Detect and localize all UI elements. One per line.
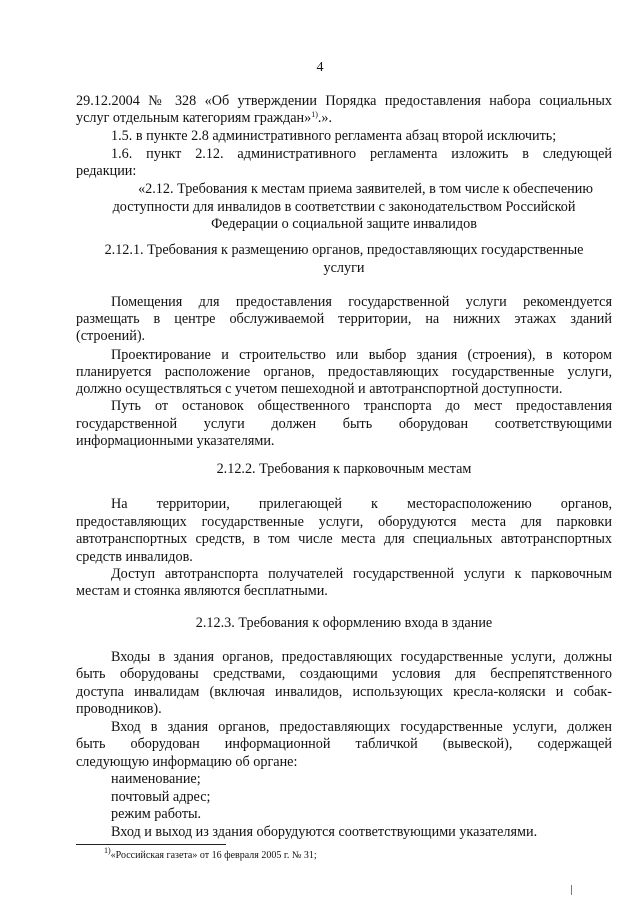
section-heading: 2.12.2. Требования к парковочным местам bbox=[216, 461, 472, 477]
footnote bbox=[104, 846, 317, 862]
section-heading: 2.12.3. Требования к оформлению входа в здание bbox=[195, 615, 493, 631]
text-line: Доступ автотранспорта получателей государственной услуги к парковочным bbox=[111, 566, 612, 582]
list-item: наименование; bbox=[111, 771, 201, 787]
text-line: предоставляющих государственные услуги, оборудуются места для парковки bbox=[76, 514, 612, 530]
text-line: информационными указателями. bbox=[76, 433, 275, 449]
text-span: .». bbox=[317, 110, 333, 126]
text-line: местам и стоянка являются бесплатными. bbox=[76, 583, 328, 599]
text-line: автотранспортных средств, в том числе места для специальных автотранспортных bbox=[76, 531, 612, 547]
text-line: государственной услуги должен быть оборудован соответствующими bbox=[76, 416, 612, 432]
text-line: Федерации о социальной защите инвалидов bbox=[211, 216, 477, 232]
scan-mark bbox=[571, 885, 572, 895]
text-line: 29.12.2004 № 328 «Об утверждении Порядка предоставления набора социальных bbox=[76, 93, 612, 109]
text-line: следующую информацию об органе: bbox=[76, 754, 298, 770]
text-line: быть оборудован информационной табличкой (вывеской), содержащей bbox=[76, 736, 612, 752]
list-item: режим работы. bbox=[111, 806, 202, 822]
text-line: (строений). bbox=[76, 328, 146, 344]
text-line: 1.5. в пункте 2.8 административного регламента абзац второй исключить; bbox=[111, 128, 557, 144]
text-line: На территории, прилегающей к месторасположению органов, bbox=[111, 496, 612, 512]
list-item: почтовый адрес; bbox=[111, 789, 211, 805]
text-line: размещать в центре обслуживаемой территории, на нижних этажах зданий bbox=[76, 311, 612, 327]
footnote-ref: 1) bbox=[311, 110, 318, 119]
text-line: Вход в здания органов, предоставляющих государственные услуги, должен bbox=[111, 719, 612, 735]
text-line: Путь от остановок общественного транспорта до мест предоставления bbox=[111, 398, 612, 414]
text-line: Вход и выход из здания оборудуются соответствующими указателями. bbox=[111, 824, 538, 840]
text-line: Помещения для предоставления государственной услуги рекомендуется bbox=[111, 294, 612, 310]
text-line: проводников). bbox=[76, 701, 162, 717]
text-span: услуг отдельным категориям граждан» bbox=[76, 110, 312, 126]
text-line: средств инвалидов. bbox=[76, 549, 193, 565]
text-line: должно осуществляться с учетом пешеходной и автотранспортной доступности. bbox=[76, 381, 563, 397]
text-line: редакции: bbox=[76, 163, 137, 179]
text-line bbox=[76, 110, 332, 126]
page-number: 4 bbox=[316, 60, 324, 75]
footnote-divider bbox=[76, 844, 226, 845]
text-line: «2.12. Требования к местам приема заявителей, в том числе к обеспечению bbox=[138, 181, 593, 197]
text-line: Входы в здания органов, предоставляющих государственные услуги, должны bbox=[111, 649, 612, 665]
section-heading: услуги bbox=[323, 260, 365, 276]
text-line: Проектирование и строительство или выбор здания (строения), в котором bbox=[111, 347, 612, 363]
text-line: 1.6. пункт 2.12. административного регламента изложить в следующей bbox=[111, 146, 612, 162]
section-heading: 2.12.1. Требования к размещению органов, предоставляющих государственные bbox=[104, 242, 584, 258]
text-line: доступа инвалидам (включая инвалидов, использующих кресла-коляски и собак- bbox=[76, 684, 612, 700]
text-line: планируется расположение органов, предоставляющих государственные услуги, bbox=[76, 364, 612, 380]
footnote-marker: 1) bbox=[104, 846, 111, 855]
text-line: быть оборудованы средствами, создающими условия для беспрепятственного bbox=[76, 666, 612, 682]
text-line: доступности для инвалидов в соответствии с законодательством Российской bbox=[112, 199, 576, 215]
footnote-text: «Российская газета» от 16 февраля 2005 г. № 31; bbox=[110, 850, 317, 861]
